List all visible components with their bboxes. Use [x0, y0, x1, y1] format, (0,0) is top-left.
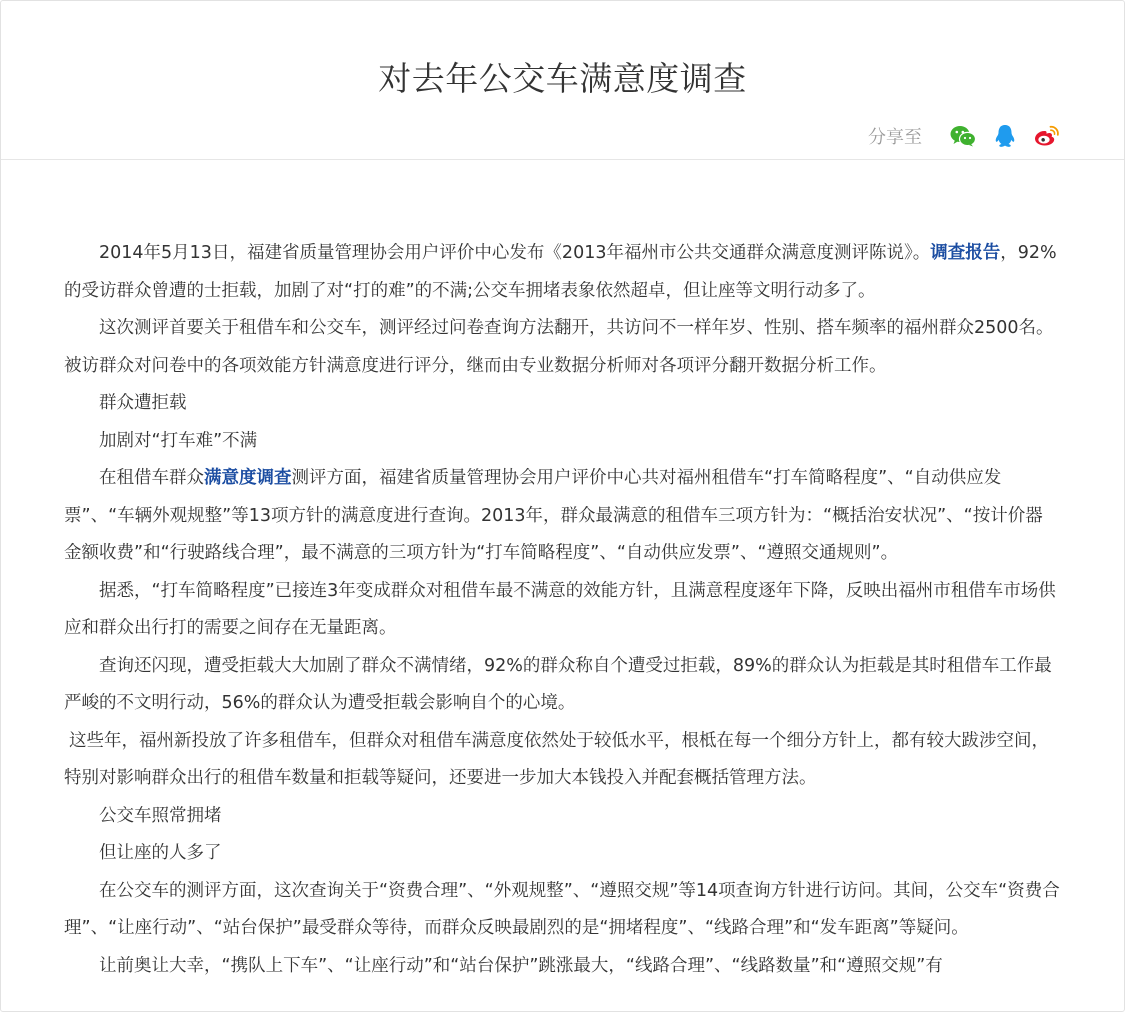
section-heading: 群众遭拒载	[99, 393, 187, 413]
paragraph: 让前奥让大幸，“携队上下车”、“让座行动”和“站台保护”跳涨最大，“线路合理”、“线路数量”和“遵照交规”有	[99, 955, 943, 976]
weibo-icon[interactable]	[1032, 121, 1062, 151]
paragraph-text: 2014年5月13日，福建省质量管理协会用户评价中心发布《2013年福州市公共交通群众满意度测评陈说》。	[99, 243, 931, 263]
section-heading: 公交车照常拥堵	[99, 805, 222, 826]
paragraph	[64, 235, 1060, 310]
article-body	[64, 235, 1060, 985]
paragraph: 这次测评首要关于租借车和公交车，测评经过问卷查询方法翻开，共访问不一样年岁、性别、搭车频率的福州群众2500名。被访群众对问卷中的各项效能方针满意度进行评分，继而由专业数据分析师对各项评分翻开数据分析工作。	[64, 318, 1054, 376]
section-heading: 但让座的人多了	[99, 843, 222, 863]
paragraph	[64, 460, 1060, 573]
article-header	[1, 1, 1124, 160]
paragraph-text: ，92%的受访群众曾遭的士拒载，加剧了对“打的难”的不满;公交车拥堵表象依然超卓，但让座等文明行动多了。	[64, 243, 1057, 301]
page-title: 对去年公交车满意度调查	[378, 59, 747, 98]
paragraph: 据悉，“打车简略程度”已接连3年变成群众对租借车最不满意的效能方针，且满意程度逐年下降，反映出福州市租借车市场供应和群众出行打的需要之间存在无量距离。	[64, 580, 1056, 638]
paragraph-text: 在租借车群众	[99, 468, 204, 488]
paragraph: 查询还闪现，遭受拒载大大加剧了群众不满情绪，92%的群众称自个遭受过拒载，89%的群众认为拒载是其时租借车工作最严峻的不文明行动，56%的群众认为遭受拒载会影响自个的心境。	[64, 655, 1052, 713]
share-label: 分享至	[868, 127, 922, 148]
section-heading: 加剧对“打车难”不满	[99, 430, 258, 451]
share-bar	[868, 121, 1062, 151]
wechat-icon[interactable]	[948, 121, 978, 151]
paragraph-text: 测评方面，福建省质量管理协会用户评价中心共对福州租借车“打车简略程度”、“自动供应发票”、“车辆外观规整”等13项方针的满意度进行查询。2013年，群众最满意的租借车三项方针为：“概括治安状况”、“按计价器金额收费”和“行驶路线合理”，最不满意的三项方针为“打车简略程度”、“自动供应发票”、“遵照交通规则”。	[64, 468, 1043, 563]
paragraph: 在公交车的测评方面，这次查询关于“资费合理”、“外观规整”、“遵照交规”等14项查询方针进行访问。其间，公交车“资费合理”、“让座行动”、“站台保护”最受群众等待，而群众反映最剧烈的是“拥堵程度”、“线路合理”和“发车距离”等疑问。	[64, 880, 1060, 938]
paragraph: 这些年，福州新投放了许多租借车，但群众对租借车满意度依然处于较低水平，根柢在每一个细分方针上，都有较大跋涉空间，特别对影响群众出行的租借车数量和拒载等疑问，还要进一步加大本钱投入并配套概括管理方法。	[64, 730, 1049, 788]
keyword-link-satisfaction-survey[interactable]: 满意度调查	[204, 468, 292, 488]
qq-icon[interactable]	[990, 121, 1020, 151]
keyword-link-survey-report[interactable]: 调查报告	[930, 243, 1001, 263]
